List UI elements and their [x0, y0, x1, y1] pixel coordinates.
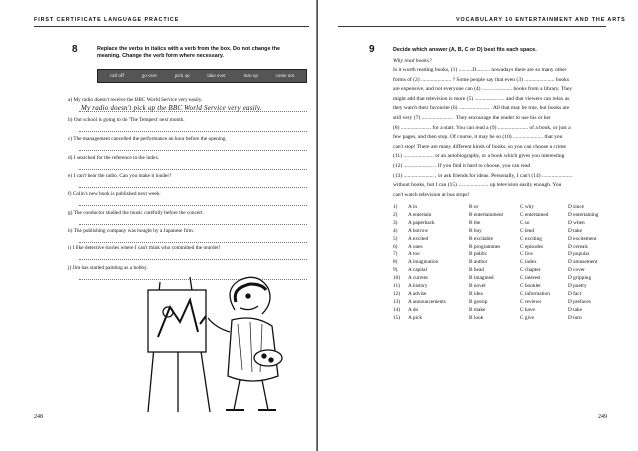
answer-option[interactable]: A excited	[408, 235, 429, 242]
answer-option[interactable]: C exciting	[520, 235, 542, 242]
answer-option[interactable]: B programmes	[469, 243, 501, 250]
exercise-8-question: g) The conductor studied the music carefully before the concert.	[68, 210, 204, 216]
answer-option[interactable]: A history	[408, 283, 428, 290]
answer-option[interactable]: D cover	[568, 267, 585, 274]
answer-option[interactable]: C chapter	[520, 267, 541, 274]
box-word: take over	[207, 73, 226, 79]
answer-option[interactable]: D when	[568, 219, 585, 226]
answer-option[interactable]: B excitable	[469, 235, 493, 242]
box-word: call off	[109, 73, 125, 79]
exercise-8-question: d) I searched for the reference in the index.	[68, 155, 160, 161]
passage-line: without books, but I can (15) ...................... up television easily enough. You	[393, 182, 562, 189]
passage-line: few pages, and then stop. Of course, it may be so (10) ...................... that you	[393, 134, 563, 141]
answer-option[interactable]: A capital	[408, 267, 427, 274]
answer-option: 3)	[393, 219, 398, 226]
box-word: go over	[141, 73, 157, 79]
exercise-9-number: 9	[369, 44, 375, 55]
passage-line: (8) ...................... for a start. You can read a (9) ...................... of a book, or just a	[393, 124, 571, 131]
answer-option[interactable]: C interest	[520, 275, 541, 282]
passage-line: (13) ...................... , or ask friends for ideas. Personally, I can't (14) ......................	[393, 172, 573, 179]
answer-option[interactable]: A in	[408, 204, 417, 210]
answer-option[interactable]: C live	[520, 251, 533, 258]
left-running-header: FIRST CERTIFICATE LANGUAGE PRACTICE	[34, 17, 180, 23]
answer-option: 9)	[393, 267, 398, 274]
answer-option[interactable]: D fact	[568, 290, 582, 297]
answer-option[interactable]: C entertained	[520, 211, 549, 218]
answer-option[interactable]: B novel	[469, 283, 486, 290]
answer-line[interactable]	[79, 169, 307, 170]
answer-option[interactable]: C so	[520, 219, 530, 226]
answer-option: 7)	[393, 251, 398, 258]
answer-option[interactable]: B entertainment	[469, 211, 503, 218]
passage-line: they watch their favourite (6) ...................... . All that may be true, but books are	[393, 105, 570, 112]
answer-option[interactable]: C information	[520, 290, 550, 297]
box-word: come out	[275, 73, 295, 79]
passage-line: Is it worth reading books, (1) ..........D.......... nowadays there are so many other	[393, 67, 567, 73]
answer-option: 11)	[393, 283, 400, 290]
answer-option[interactable]: C why	[520, 204, 534, 210]
answer-option[interactable]: C episodes	[520, 243, 544, 250]
answer-option[interactable]: B or	[469, 204, 479, 210]
box-word: turn up	[243, 73, 258, 79]
answer-option[interactable]: D take	[568, 227, 582, 234]
passage-line: (11) ...................... or an autobiography, or a book which gives you interesting	[393, 153, 565, 160]
answer-line[interactable]	[79, 242, 307, 243]
answer-numbers	[393, 204, 400, 323]
answer-option[interactable]: C have	[520, 306, 535, 313]
passage-line: (12) ...................... . If you find it hard to choose, you can read	[393, 162, 531, 169]
answer-option[interactable]: B head	[469, 267, 484, 274]
answer-option[interactable]: C lend	[520, 227, 534, 234]
answer-option: 4)	[393, 227, 398, 234]
answer-option[interactable]: C index	[520, 259, 537, 266]
answer-option: 1)	[393, 204, 398, 210]
answer-option[interactable]: D excitement	[568, 235, 597, 242]
passage-line: can't watch television at bus stops!	[393, 191, 470, 198]
answer-option: 8)	[393, 259, 398, 266]
exercise-8-question: i) I like detective stories where I can't think who committed the murder!	[68, 245, 221, 251]
left-page	[0, 0, 318, 451]
answer-option[interactable]: D poetry	[568, 283, 587, 290]
passage-line: forms of (2) ...................... ? Some people say that even (3) ...................... books	[393, 76, 569, 83]
answer-option: 5)	[393, 235, 398, 242]
answer-option[interactable]: D cereals	[568, 243, 588, 250]
answer-option[interactable]: D amusement	[568, 259, 598, 266]
passage-title: Why read books?	[393, 58, 432, 64]
exercise-8-instruction-2: meaning. Change the verb form where necessary.	[97, 53, 224, 59]
answer-option: 15)	[393, 314, 401, 321]
answer-option: 6)	[393, 243, 398, 250]
answer-option[interactable]: B author	[469, 259, 488, 266]
answer-line[interactable]	[79, 187, 307, 188]
answer-option[interactable]: B look	[469, 314, 484, 321]
exercise-8-number: 8	[72, 44, 78, 55]
exercise-8-question: c) The management cancelled the performance an hour before the opening.	[68, 136, 227, 142]
answer-option[interactable]: D entertaining	[568, 211, 599, 218]
answer-option[interactable]: D since	[568, 204, 585, 210]
answer-option[interactable]: A entertain	[408, 211, 432, 218]
answer-option: 2)	[393, 211, 398, 218]
answer-line[interactable]	[79, 150, 307, 151]
answer-option[interactable]: B buy	[469, 227, 482, 234]
answer-option[interactable]: B idea	[469, 290, 483, 297]
answer-option[interactable]: A announcements	[408, 298, 446, 305]
painter-illustration	[140, 262, 290, 417]
left-page-number: 248	[34, 414, 43, 420]
answer-option[interactable]: D popular	[568, 251, 590, 258]
answer-option[interactable]: B public	[469, 251, 488, 258]
passage-line: are expensive, and not everyone can (4) ...................... books from a library. They	[393, 86, 573, 93]
answer-option[interactable]: D take	[568, 306, 582, 313]
answer-column-b	[469, 204, 503, 323]
answer-line[interactable]	[79, 205, 307, 206]
passage	[393, 66, 623, 200]
answer-option[interactable]: C booklet	[520, 283, 541, 290]
answer-line[interactable]	[79, 131, 307, 132]
answer-option[interactable]: C reviews	[520, 298, 542, 305]
answer-option[interactable]: A borrow	[408, 227, 429, 234]
answer-option: 14)	[393, 306, 401, 313]
word-box	[97, 69, 307, 83]
answer-option[interactable]: D gripping	[568, 275, 592, 282]
answer-line[interactable]	[79, 224, 307, 225]
answer-option[interactable]: B imagined	[469, 275, 494, 282]
answer-column-d	[568, 204, 598, 323]
exercise-8-question: a) My radio doesn't receive the BBC World Service very easily.	[68, 97, 203, 103]
passage-line: still very (7) ...................... . They encourage the reader to use his or her	[393, 114, 551, 121]
answer-option[interactable]: A pick	[408, 314, 422, 321]
box-word: pick up	[174, 73, 190, 79]
exercise-8-question: h) The publishing company was bought by a Japanese firm.	[68, 228, 195, 234]
exercise-8-instruction-1: Replace the verbs in italics with a verb from the box. Do not change the	[97, 46, 281, 52]
answer-option[interactable]: A paperback	[408, 219, 435, 226]
answer-option: 13)	[393, 298, 401, 305]
answer-option[interactable]: B the	[469, 219, 481, 226]
exercise-9-instruction: Decide which answer (A, B, C or D) best fits each space.	[393, 47, 537, 53]
exercise-8-question: b) Our school is going to do 'The Tempest' next month.	[68, 117, 185, 123]
answer-option: 12)	[393, 290, 401, 297]
answer-option[interactable]: A do	[408, 306, 419, 313]
right-running-header: VOCABULARY 10 ENTERTAINMENT AND THE ARTS	[456, 17, 626, 23]
answer-column-c	[520, 204, 550, 323]
answer-option[interactable]: A too	[408, 251, 420, 258]
answer-option: 10)	[393, 275, 401, 282]
answer-option[interactable]: A advise	[408, 290, 427, 297]
answer-option[interactable]: A imagination	[408, 259, 439, 266]
answer-option[interactable]: D prefaces	[568, 298, 591, 305]
right-page-number: 249	[598, 414, 607, 420]
header-rule	[338, 26, 606, 27]
answer-option[interactable]: C give	[520, 314, 534, 321]
answer-line[interactable]	[79, 259, 307, 260]
answer-option[interactable]: A current	[408, 275, 428, 282]
passage-line: can't stop! There are many different kinds of books, so you can choose a crime	[393, 143, 566, 150]
exercise-8-question: e) I can't hear the radio. Can you make it louder?	[68, 173, 172, 179]
answer-option[interactable]: D turn	[568, 314, 582, 321]
answer-column-a	[408, 204, 446, 323]
exercise-8-question: j) Jim has started painting as a hobby.	[68, 265, 148, 271]
handwritten-answer: My radio doesn't pick up the BBC World Service very easily.	[81, 104, 262, 112]
passage-line: might add that television is more (5) ...................... and that viewers can relax as	[393, 95, 570, 102]
answer-option[interactable]: B make	[469, 306, 486, 313]
header-rule	[34, 26, 309, 27]
exercise-8-question: f) Colin's new book is published next week.	[68, 191, 161, 197]
answer-option[interactable]: B gossip	[469, 298, 488, 305]
answer-option[interactable]: A ones	[408, 243, 423, 250]
